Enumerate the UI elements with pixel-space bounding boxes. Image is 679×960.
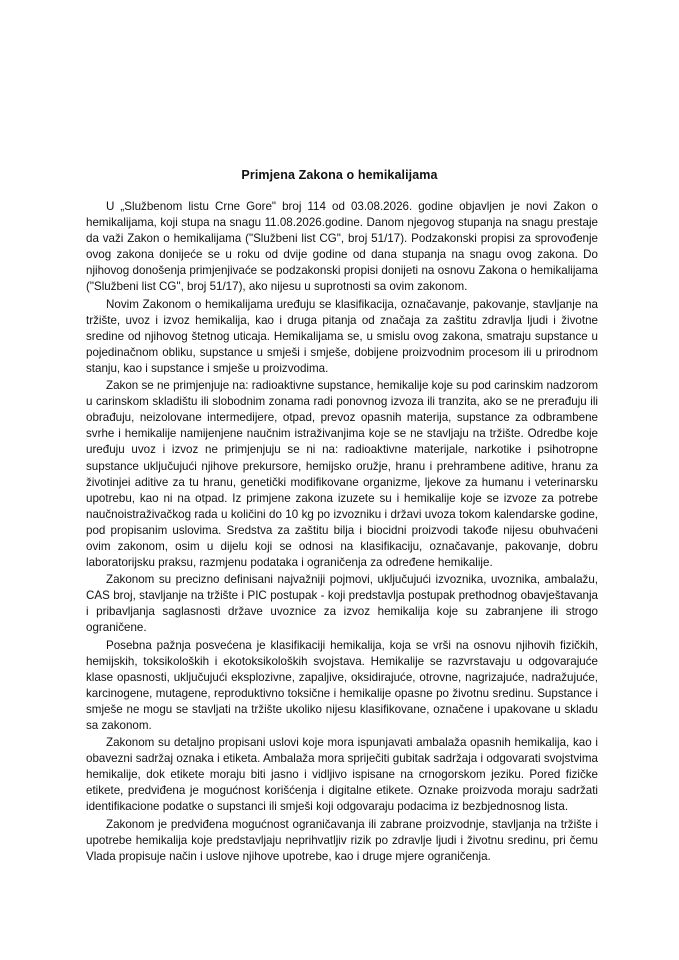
document-body — [86, 199, 598, 866]
paragraph-3: Zakon se ne primjenjuje na: radioaktivne supstance, hemikalije koje su pod carinskim nadzorom u carinskom skladištu ili slobodnim zonama radi ponovnog izvoza ili tranzita, ako se ne prerađuju ili obrađuju, neizolovane intermedijere, otpad, prevoz opasnih materija, supstance za odbrambene svrhe i hemikalije namijenjene naučnim istraživanjima koje se ne stavljaju na tržište. Odredbe koje uređuju uvoz i izvoz ne primjenjuju se ni na: radioaktivne materijale, narkotike i psihotropne supstance uključujući njihove prekursore, hemijsko oružje, hranu i prehrambene aditive, hranu za životinjei aditive za tu hranu, genetički modifikovane organizme, ljekove za humanu i veterinarsku upotrebu, kao ni na otpad. Iz primjene zakona izuzete su i hemikalije koje se izvoze za potrebe naučnoistraživačkog rada u količini do 10 kg po izvozniku i državi uvoza tokom kalendarske godine, pod propisanim uslovima. Sredstva za zaštitu bilja i biocidni proizvodi takođe nijesu obuhvaćeni ovim zakonom, osim u dijelu koji se odnosi na klasifikaciju, označavanje, pakovanje, dobru laboratorijsku praksu, razmjenu podataka i ograničenja za određene hemikalije. — [86, 379, 598, 570]
document-title: Primjena Zakona o hemikalijama — [241, 168, 438, 182]
paragraph-2: Novim Zakonom o hemikalijama uređuju se klasifikacija, označavanje, pakovanje, stavljanje na tržište, uvoz i izvoz hemikalija, kao i druga pitanja od značaja za zaštitu zdravlja ljudi i životne sredine od njihovog štetnog uticaja. Hemikalijama se, u smislu ovog zakona, smatraju supstance u pojedinačnom obliku, supstance u smješi i smješe, dobijene proizvodnim procesom ili u prirodnom stanju, kao i supstance i smješe u proizvodima. — [86, 297, 598, 375]
paragraph-4: Zakonom su precizno definisani najvažniji pojmovi, uključujući izvoznika, uvoznika, ambalažu, CAS broj, stavljanje na tržište i PIC postupak - koji predstavlja postupak prethodnog obavještavanja i pribavljanja saglasnosti države uvoznice za izvoz hemikalija koje su zabranjene ili strogo ograničene. — [86, 573, 598, 635]
paragraph-6: Zakonom su detaljno propisani uslovi koje mora ispunjavati ambalaža opasnih hemikalija, kao i obavezni sadržaj oznaka i etiketa. Ambalaža mora spriječiti gubitak sadržaja i odgovarati svojstvima hemikalije, dok etikete moraju biti jasno i vidljivo ispisane na crnogorskom jeziku. Pored fizičke etikete, predviđena je mogućnost korišćenja i digitalne etikete. Oznake proizvoda moraju sadržati identifikacione podatke o supstanci ili smješi koji odgovaraju podacima iz bezbjednosnog lista. — [86, 736, 598, 814]
paragraph-7: Zakonom je predviđena mogućnost ograničavanja ili zabrane proizvodnje, stavljanja na tržište i upotrebe hemikalija koje predstavljaju neprihvatljiv rizik po zdravlje ljudi i životnu sredinu, pri čemu Vlada propisuje način i uslove njihove upotrebe, kao i druge mjere ograničenja. — [86, 817, 598, 863]
paragraph-1: U „Službenom listu Crne Gore" broj 114 od 03.08.2026. godine objavljen je novi Zakon o hemikalijama, koji stupa na snagu 11.08.2026.godine. Danom njegovog stupanja na snagu prestaje da važi Zakon o hemikalijama ("Službeni list CG", broj 51/17). Podzakonski propisi za sprovođenje ovog zakona donijeće se u roku od dvije godine od dana stupanja na snagu ovog zakona. Do njihovog donošenja primjenjivaće se podzakonski propisi donijeti na osnovu Zakona o hemikalijama ("Službeni list CG", broj 51/17), ako nijesu u suprotnosti sa ovim zakonom. — [86, 200, 598, 294]
paragraph-5: Posebna pažnja posvećena je klasifikaciji hemikalija, koja se vrši na osnovu njihovih fizičkih, hemijskih, toksikoloških i ekotoksikoloških svojstava. Hemikalije se razvrstavaju u odgovarajuće klase opasnosti, uključujući eksplozivne, zapaljive, oksidirajuće, otrovne, nagrizajuće, nadražujuće, karcinogene, mutagene, reproduktivno toksične i hemikalije opasne po životnu sredinu. Supstance i smješe ne mogu se stavljati na tržište ukoliko nijesu klasifikovane, označene i upakovane u skladu sa zakonom. — [86, 638, 598, 732]
